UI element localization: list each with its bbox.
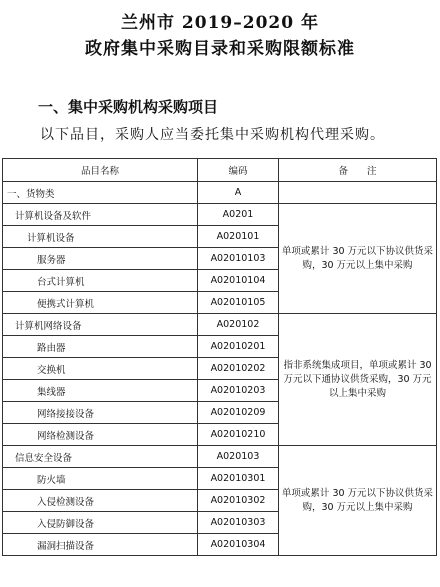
item-code: A02010203 xyxy=(198,380,279,402)
item-code: A02010103 xyxy=(198,248,279,270)
item-name: 计算机设备 xyxy=(3,226,198,248)
item-code: A02010301 xyxy=(198,468,279,490)
table-row xyxy=(3,182,437,204)
item-name: 服务器 xyxy=(3,248,198,270)
item-code: A020103 xyxy=(198,446,279,468)
item-code: A020101 xyxy=(198,226,279,248)
table-row xyxy=(3,204,437,226)
item-code: A02010210 xyxy=(198,424,279,446)
table-row xyxy=(3,314,437,336)
note-computer: 单项或累计 30 万元以下协议供货采购，30 万元以上集中采购 xyxy=(279,204,437,314)
item-name: 一、货物类 xyxy=(3,182,198,204)
intro-text: 以下品目，采购人应当委托集中采购机构代理采购。 xyxy=(40,127,385,143)
item-name: 信息安全设备 xyxy=(3,446,198,468)
item-name: 网络接接设备 xyxy=(3,402,198,424)
item-name: 入侵检测设备 xyxy=(3,490,198,512)
item-name: 交换机 xyxy=(3,358,198,380)
header-notes: 备 注 xyxy=(279,159,437,182)
item-code: A02010302 xyxy=(198,490,279,512)
table-header-row xyxy=(3,159,437,182)
item-code: A020102 xyxy=(198,314,279,336)
note-network: 指非系统集成项目，单项或累计 30 万元以下通协议供货采购，30 万元以上集中采购 xyxy=(279,314,437,446)
header-item-name: 品目名称 xyxy=(3,159,198,182)
item-name: 入侵防御设备 xyxy=(3,512,198,534)
item-name: 漏洞扫描设备 xyxy=(3,534,198,556)
procurement-table xyxy=(2,158,437,556)
section-heading: 一、集中采购机构采购项目 xyxy=(38,98,219,116)
item-name: 网络检测设备 xyxy=(3,424,198,446)
document-title-line1: 兰州市 2019–2020 年 xyxy=(121,13,319,33)
item-code: A02010104 xyxy=(198,270,279,292)
item-name: 便携式计算机 xyxy=(3,292,198,314)
item-name: 路由器 xyxy=(3,336,198,358)
item-code: A02010201 xyxy=(198,336,279,358)
item-code: A02010303 xyxy=(198,512,279,534)
item-name: 集线器 xyxy=(3,380,198,402)
item-code: A02010209 xyxy=(198,402,279,424)
table-row xyxy=(3,446,437,468)
item-code: A0201 xyxy=(198,204,279,226)
item-name: 计算机设备及软件 xyxy=(3,204,198,226)
item-name: 防火墙 xyxy=(3,468,198,490)
header-code: 编码 xyxy=(198,159,279,182)
item-name: 台式计算机 xyxy=(3,270,198,292)
note-security: 单项或累计 30 万元以下协议供货采购，30 万元以上集中采购 xyxy=(279,446,437,556)
item-code: A02010304 xyxy=(198,534,279,556)
item-code: A02010202 xyxy=(198,358,279,380)
document-title-line2: 政府集中采购目录和采购限额标准 xyxy=(85,39,355,59)
item-code: A xyxy=(198,182,279,204)
item-code: A02010105 xyxy=(198,292,279,314)
note-cell-empty xyxy=(279,182,437,204)
item-name: 计算机网络设备 xyxy=(3,314,198,336)
